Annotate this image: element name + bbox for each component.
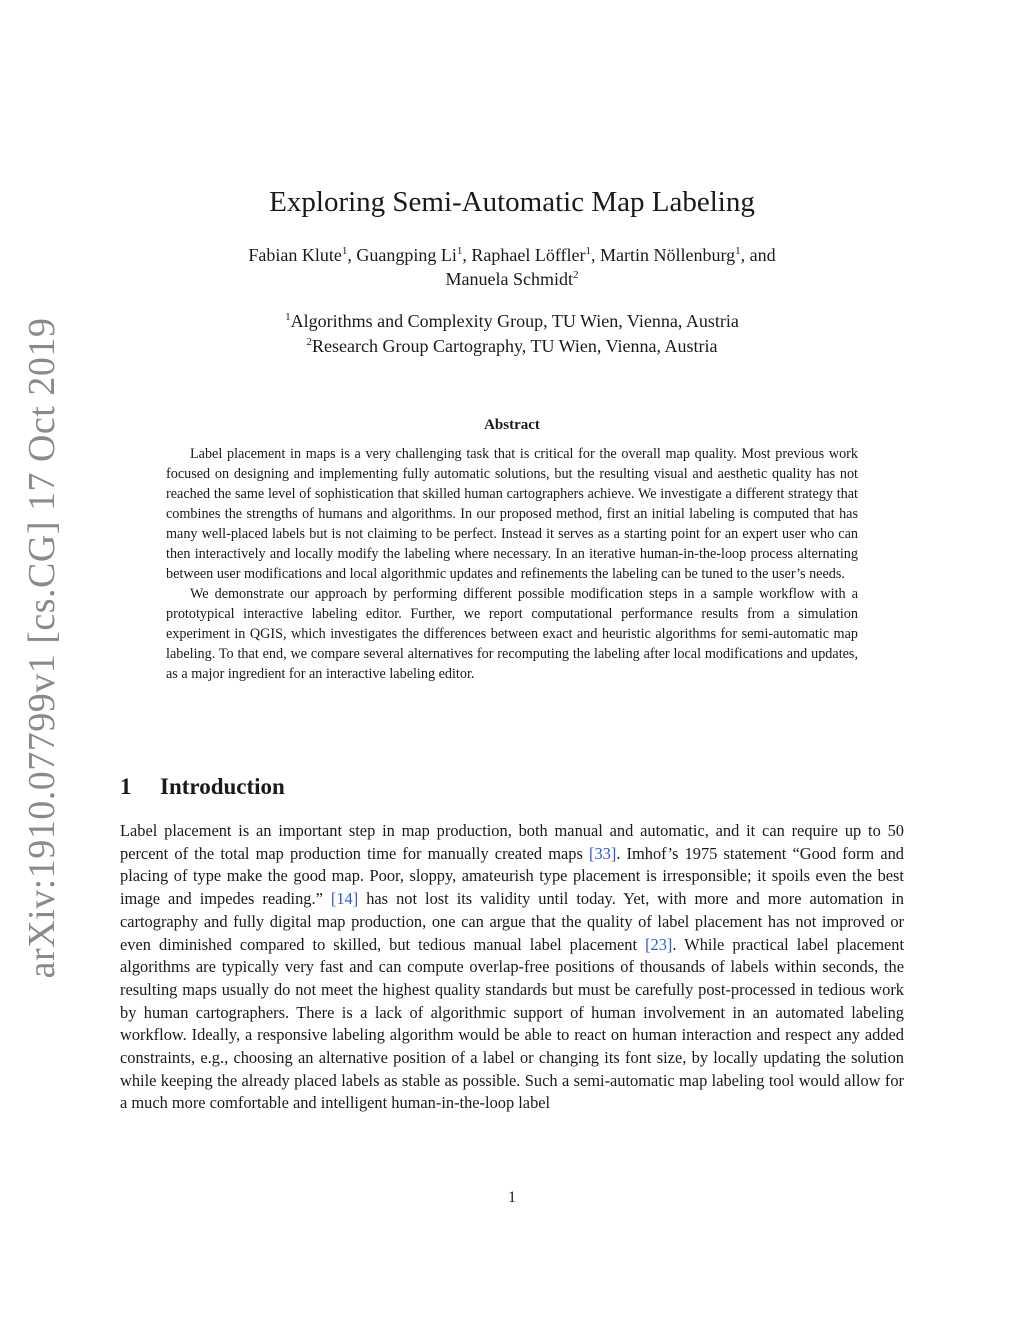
author-affiliation-marker: 1: [456, 245, 463, 257]
author-separator: ,: [347, 245, 357, 265]
arxiv-identifier: arXiv:1910.07799v1 [cs.CG] 17 Oct 2019: [21, 317, 63, 979]
body-text: Label placement is an important step in map production, both manual and automatic, and it can require up to 50 percent of the total map production time for manually created maps: [120, 821, 904, 863]
author-affiliation-marker: 1: [585, 245, 591, 257]
author-name: Martin Nöllenburg: [599, 245, 736, 265]
abstract-body: [166, 444, 858, 684]
body-text: . Imhof’s 1975 statement “Good form and placing of type make the good map. Poor, sloppy, amateurish type placement is irresponsible; it spoils even the best image and impedes reading.”: [120, 843, 904, 909]
affiliation: [150, 334, 874, 359]
paper-title: Exploring Semi-Automatic Map Labeling: [269, 186, 755, 218]
body-text: . While practical label placement algorithms are typically very fast and can compute overlap-free positions of thousands of labels within seconds, the resulting maps usually do not meet the highest quality standards but must be carefully post-processed in tedious work by human cartographers. There is a lack of algorithmic support of human involvement in an automated labeling workflow. Ideally, a responsive labeling algorithm would be able to react on human interaction and respect any added constraints, e.g., choosing an alternative position of a label or changing its font size, by locally updating the solution while keeping the already placed labels as stable as possible. Such a semi-automatic map labeling tool would allow for a much more comfortable and intelligent human-in-the-loop label: [120, 934, 905, 1113]
author-list: [150, 243, 874, 291]
abstract-heading: Abstract: [484, 417, 540, 433]
author-affiliation-marker: 2: [572, 269, 579, 281]
affiliation: [150, 309, 874, 334]
affiliation-marker: 1: [285, 311, 291, 323]
affiliation-list: [150, 309, 874, 359]
page-number: 1: [508, 1189, 516, 1206]
author-line-2: [150, 267, 874, 291]
author-name: Raphael Löffler: [471, 245, 586, 265]
section-heading: [120, 774, 285, 800]
introduction-body: [120, 820, 904, 1115]
body-paragraph: [120, 820, 904, 1115]
author-name: Guangping Li: [356, 245, 457, 265]
author-separator: ,: [590, 245, 600, 265]
author-separator: , and: [740, 245, 776, 265]
author-affiliation-marker: 1: [735, 245, 741, 257]
citation-link[interactable]: [23]: [645, 934, 673, 954]
abstract-paragraph: We demonstrate our approach by performing different possible modification steps in a sample workflow with a prototypical interactive labeling editor. Further, we report computational performance results from a simulation experiment in QGIS, which investigates the differences between exact and heuristic algorithms for semi-automatic map labeling. To that end, we compare several alternatives for recomputing the labeling after local modifications and updates, as a major ingredient for an interactive labeling editor.: [166, 586, 858, 682]
affiliation-marker: 2: [306, 336, 313, 348]
abstract-paragraph: Label placement in maps is a very challenging task that is critical for the overall map quality. Most previous work focused on designing and implementing fully automatic solutions, but the resulting visual and aesthetic quality has not reached the same level of sophistication that skilled human cartographers achieve. We investigate a different strategy that combines the strengths of humans and algorithms. In our proposed method, first an initial labeling is computed that has many well-placed labels but is not claiming to be perfect. Instead it serves as a starting point for an expert user who can then interactively and locally modify the labeling where necessary. In an iterative human-in-the-loop process alternating between user modifications and local algorithmic updates and refinements the labeling can be tuned to the user’s needs.: [166, 446, 858, 582]
author-line-1: [150, 243, 874, 267]
affiliation-text: Research Group Cartography, TU Wien, Vienna, Austria: [312, 336, 718, 356]
section-title: Introduction: [160, 774, 285, 799]
author-name: Fabian Klute: [248, 245, 342, 265]
citation-link[interactable]: [14]: [330, 889, 359, 909]
author-separator: ,: [462, 245, 472, 265]
body-text: has not lost its validity until today. Yet, with more and more automation in cartography and fully digital map production, one can argue that the quality of label placement has not improved or even diminished compared to skilled, but tedious manual label placement: [120, 889, 904, 954]
affiliation-text: Algorithms and Complexity Group, TU Wien, Vienna, Austria: [290, 311, 739, 331]
section-number: 1: [120, 774, 132, 799]
citation-link[interactable]: [33]: [589, 843, 617, 863]
author-name: Manuela Schmidt: [445, 269, 573, 289]
author-affiliation-marker: 1: [341, 245, 348, 257]
